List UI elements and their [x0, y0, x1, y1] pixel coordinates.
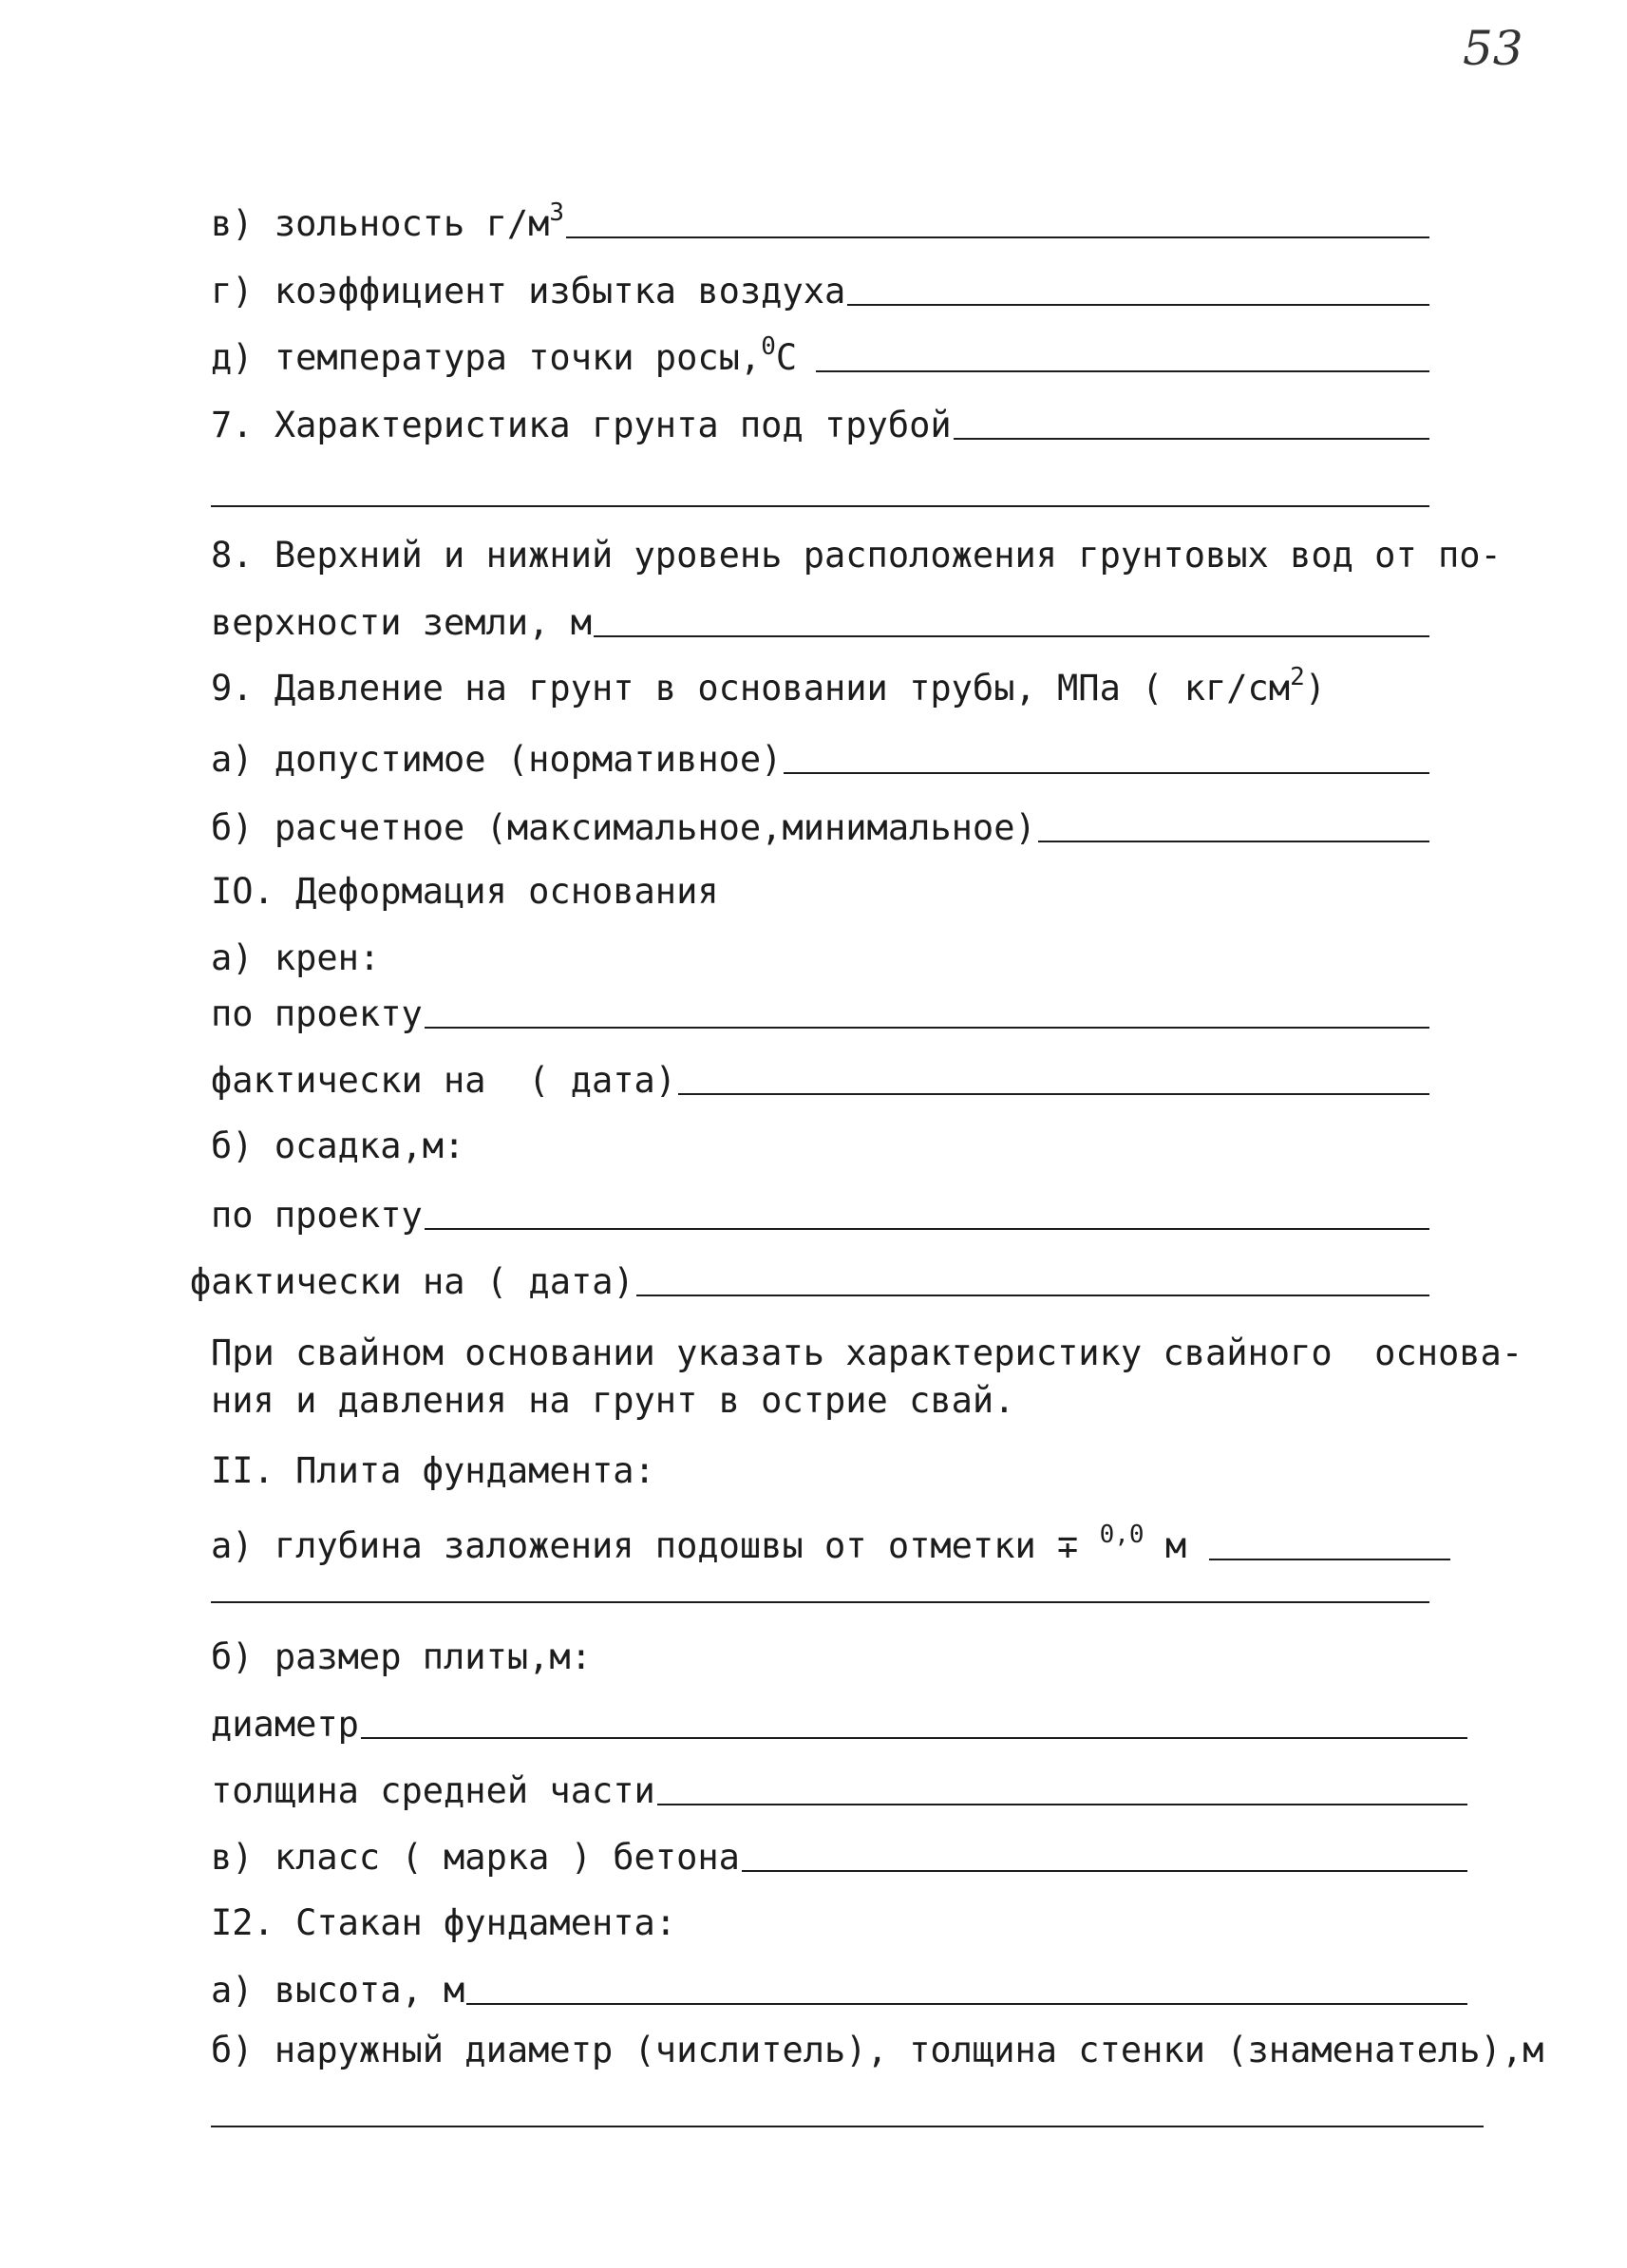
fill-line[interactable]: [1209, 1559, 1450, 1560]
field-roll-project: [211, 982, 1429, 1034]
fill-line-continuation[interactable]: [211, 505, 1429, 507]
field-roll-actual: [211, 1049, 1429, 1101]
fill-line[interactable]: [847, 304, 1429, 306]
field-label: а) допустимое (нормативное): [211, 739, 783, 780]
field-label: б) расчетное (максимальное,минимальное): [211, 807, 1036, 848]
section-12-heading: I2. Стакан фундамента:: [211, 1902, 677, 1943]
field-foundation-depth: [211, 1514, 1450, 1566]
field-allowed-pressure: [211, 728, 1429, 780]
fill-line[interactable]: [816, 370, 1429, 372]
field-groundwater-level: [211, 591, 1429, 643]
section-8-text: 8. Верхний и нижний уровень расположения грунтовых вод от по-: [211, 535, 1502, 576]
section-11-heading: II. Плита фундамента:: [211, 1450, 655, 1491]
field-ash-content: [211, 192, 1429, 244]
field-settlement-actual: [190, 1250, 1429, 1302]
fill-line[interactable]: [678, 1093, 1429, 1095]
field-label: фактически на ( дата): [190, 1261, 634, 1302]
field-slab-middle-thickness: [211, 1759, 1467, 1811]
pile-foundation-note-line-2: ния и давления на грунт в острие свай.: [211, 1380, 1015, 1421]
fill-line[interactable]: [211, 2126, 1484, 2127]
subsection-roll: а) крен:: [211, 937, 381, 978]
field-label: г) коэффициент избытка воздуха: [211, 271, 846, 312]
field-label: по проекту: [211, 993, 423, 1034]
field-slab-diameter: [211, 1692, 1467, 1745]
field-excess-air-coefficient: [211, 259, 1429, 312]
field-label: а) глубина заложения подошвы от отметки ∓ $^{0,0}$ м: [211, 1521, 1208, 1566]
field-dew-point: [211, 326, 1429, 378]
section-10-heading: IO. Деформация основания: [211, 871, 719, 912]
fill-line[interactable]: [594, 635, 1429, 637]
fill-line[interactable]: [657, 1804, 1467, 1805]
field-label: в) класс ( марка ) бетона: [211, 1837, 740, 1878]
subsection-settlement: б) осадка,м:: [211, 1125, 465, 1166]
field-label: а) высота, м: [211, 1970, 465, 2011]
page-number: 53: [1463, 21, 1523, 76]
field-socket-height: [211, 1958, 1467, 2011]
section-9-heading: 9. Давление на грунт в основании трубы, МПа ( $кг/см^2$): [211, 663, 1327, 709]
section-7-label: 7. Характеристика грунта под трубой: [211, 405, 952, 445]
field-label: по проекту: [211, 1195, 423, 1236]
fill-line-continuation[interactable]: [211, 1601, 1429, 1603]
pile-foundation-note-line-1: При свайном основании указать характеристику свайного основа-: [211, 1332, 1523, 1373]
field-label: д) температура точки росы,$^0$C: [211, 332, 798, 378]
field-label: диаметр: [211, 1704, 359, 1745]
subsection-slab-size: б) размер плиты,м:: [211, 1636, 592, 1677]
fill-line[interactable]: [425, 1027, 1429, 1029]
field-concrete-class: [211, 1825, 1467, 1878]
field-label: верхности земли, м: [211, 602, 592, 643]
field-settlement-project: [211, 1183, 1429, 1236]
fill-line[interactable]: [954, 438, 1429, 440]
fill-line[interactable]: [566, 236, 1429, 238]
fill-line[interactable]: [784, 772, 1429, 774]
field-label: фактически на ( дата): [211, 1060, 677, 1101]
field-label: толщина средней части: [211, 1770, 655, 1811]
fill-line[interactable]: [425, 1228, 1429, 1230]
field-soil-characteristic: [211, 393, 1429, 443]
field-label: в) зольность $г/м^3$: [211, 198, 565, 244]
fill-line[interactable]: [742, 1870, 1467, 1872]
field-socket-diameter-label: б) наружный диаметр (числитель), толщина стенки (знаменатель),м: [211, 2030, 1544, 2070]
fill-line[interactable]: [636, 1295, 1429, 1296]
field-calculated-pressure: [211, 796, 1429, 848]
fill-line[interactable]: [466, 2003, 1467, 2005]
fill-line[interactable]: [361, 1737, 1467, 1739]
fill-line[interactable]: [1038, 841, 1429, 842]
